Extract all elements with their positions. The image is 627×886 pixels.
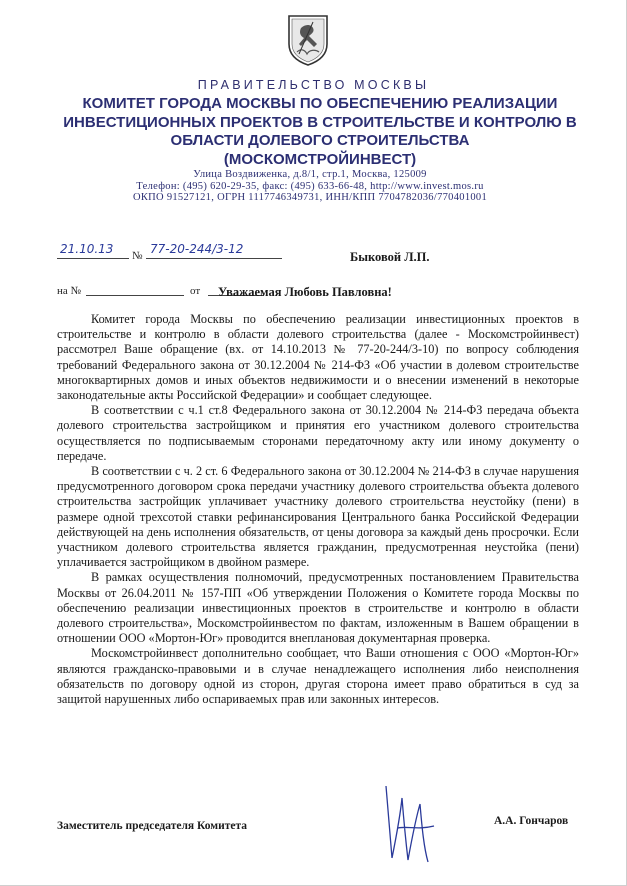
registration-date: 21.10.13 bbox=[60, 242, 114, 256]
registry-line: ОКПО 91527121, ОГРН 1117746349731, ИНН/КПП 7704782036/770401001 bbox=[132, 192, 488, 203]
registration-number: 77-20-244/3-12 bbox=[150, 242, 244, 256]
addressee: Быковой Л.П. bbox=[350, 250, 430, 264]
signatory-name: А.А. Гончаров bbox=[494, 815, 569, 827]
committee-name bbox=[50, 95, 590, 169]
contacts-block bbox=[80, 169, 540, 204]
paragraph: Комитет города Москвы по обеспечению реализации инвестиционных проектов в строительстве и контролю в области долевого строительства (далее - Москомстройинвест) рассмотрел Ваше обращение (вх. от 14.10.2013 № 77-20-244/3-10) по вопросу соблюдения требований Федерального закона от 30.12.2004 № 214-ФЗ «Об участии в долевом строительстве многоквартирных домов и иных объектов недвижимости и о внесении изменений в некоторые законодательные акты Российской Федерации» и сообщает следующее. bbox=[57, 312, 579, 403]
number-label: № bbox=[132, 250, 143, 262]
moscow-coat-of-arms-icon bbox=[287, 14, 329, 66]
handwritten-signature bbox=[378, 778, 440, 868]
paragraph: В соответствии с ч. 2 ст. 6 Федерального закона от 30.12.2004 № 214-ФЗ в случае нарушения предусмотренного договором срока передачи участнику долевого строительства объекта долевого строительства застройщик уплачивает участнику долевого строительства неустойку (пени) в размере одной трехсотой ставки рефинансирования Центрального банка Российской Федерации действующей на день исполнения обязательств, от цены договора за каждый день просрочки. Если участником долевого строительства является гражданин, предусмотренная неустойка (пени) уплачивается застройщиком в двойном размере. bbox=[57, 464, 579, 570]
paragraph: В соответствии с ч.1 ст.8 Федерального закона от 30.12.2004 № 214-ФЗ передача объекта долевого строительства застройщиком и принятия его участником долевого строительства осуществляется по подписываемым сторонами передаточному акту или иному документу о передаче. bbox=[57, 403, 579, 463]
greeting: Уважаемая Любовь Павловна! bbox=[218, 285, 392, 299]
ref-line bbox=[86, 283, 184, 296]
committee-line: КОМИТЕТ ГОРОДА МОСКВЫ ПО ОБЕСПЕЧЕНИЮ РЕАЛИЗАЦИИ bbox=[82, 95, 558, 112]
address-line: Улица Воздвиженка, д.8/1, стр.1, Москва, 125009 bbox=[193, 169, 427, 180]
phone-line: Телефон: (495) 620-29-35, факс: (495) 633-66-48, http://www.invest.mos.ru bbox=[136, 180, 484, 192]
government-title: ПРАВИТЕЛЬСТВО МОСКВЫ bbox=[197, 78, 430, 92]
committee-line: (МОСКОМСТРОЙИНВЕСТ) bbox=[223, 150, 417, 168]
paragraph: Москомстройинвест дополнительно сообщает, что Ваши отношения с ООО «Мортон-Юг» являются гражданско-правовыми и в случае ненадлежащего исполнения либо неисполнения обязательств по договору одной из сторон, другая сторона имеет право обратиться в суд за защитой нарушенных либо оспариваемых прав или законных интересов. bbox=[57, 646, 579, 707]
paragraph: В рамках осуществления полномочий, предусмотренных постановлением Правительства Москвы от 26.04.2011 № 157-ПП «Об утверждении Положения о Комитете города Москвы по обеспечению реализации инвестиционных проектов в строительстве и контролю в области долевого строительства», Москомстройинвестом по фактам, изложенным в Вашем обращении в отношении ООО «Мортон-Юг» проводится внеплановая документарная проверка. bbox=[57, 570, 579, 646]
committee-line: ОБЛАСТИ ДОЛЕВОГО СТРОИТЕЛЬСТВА bbox=[170, 132, 470, 149]
signatory-position: Заместитель председателя Комитета bbox=[57, 820, 248, 832]
committee-line: ИНВЕСТИЦИОННЫХ ПРОЕКТОВ В СТРОИТЕЛЬСТВЕ И КОНТРОЛЮ В bbox=[63, 113, 577, 131]
ref-label: на № bbox=[57, 285, 82, 297]
letter-body bbox=[57, 312, 579, 707]
from-label: от bbox=[190, 285, 201, 297]
